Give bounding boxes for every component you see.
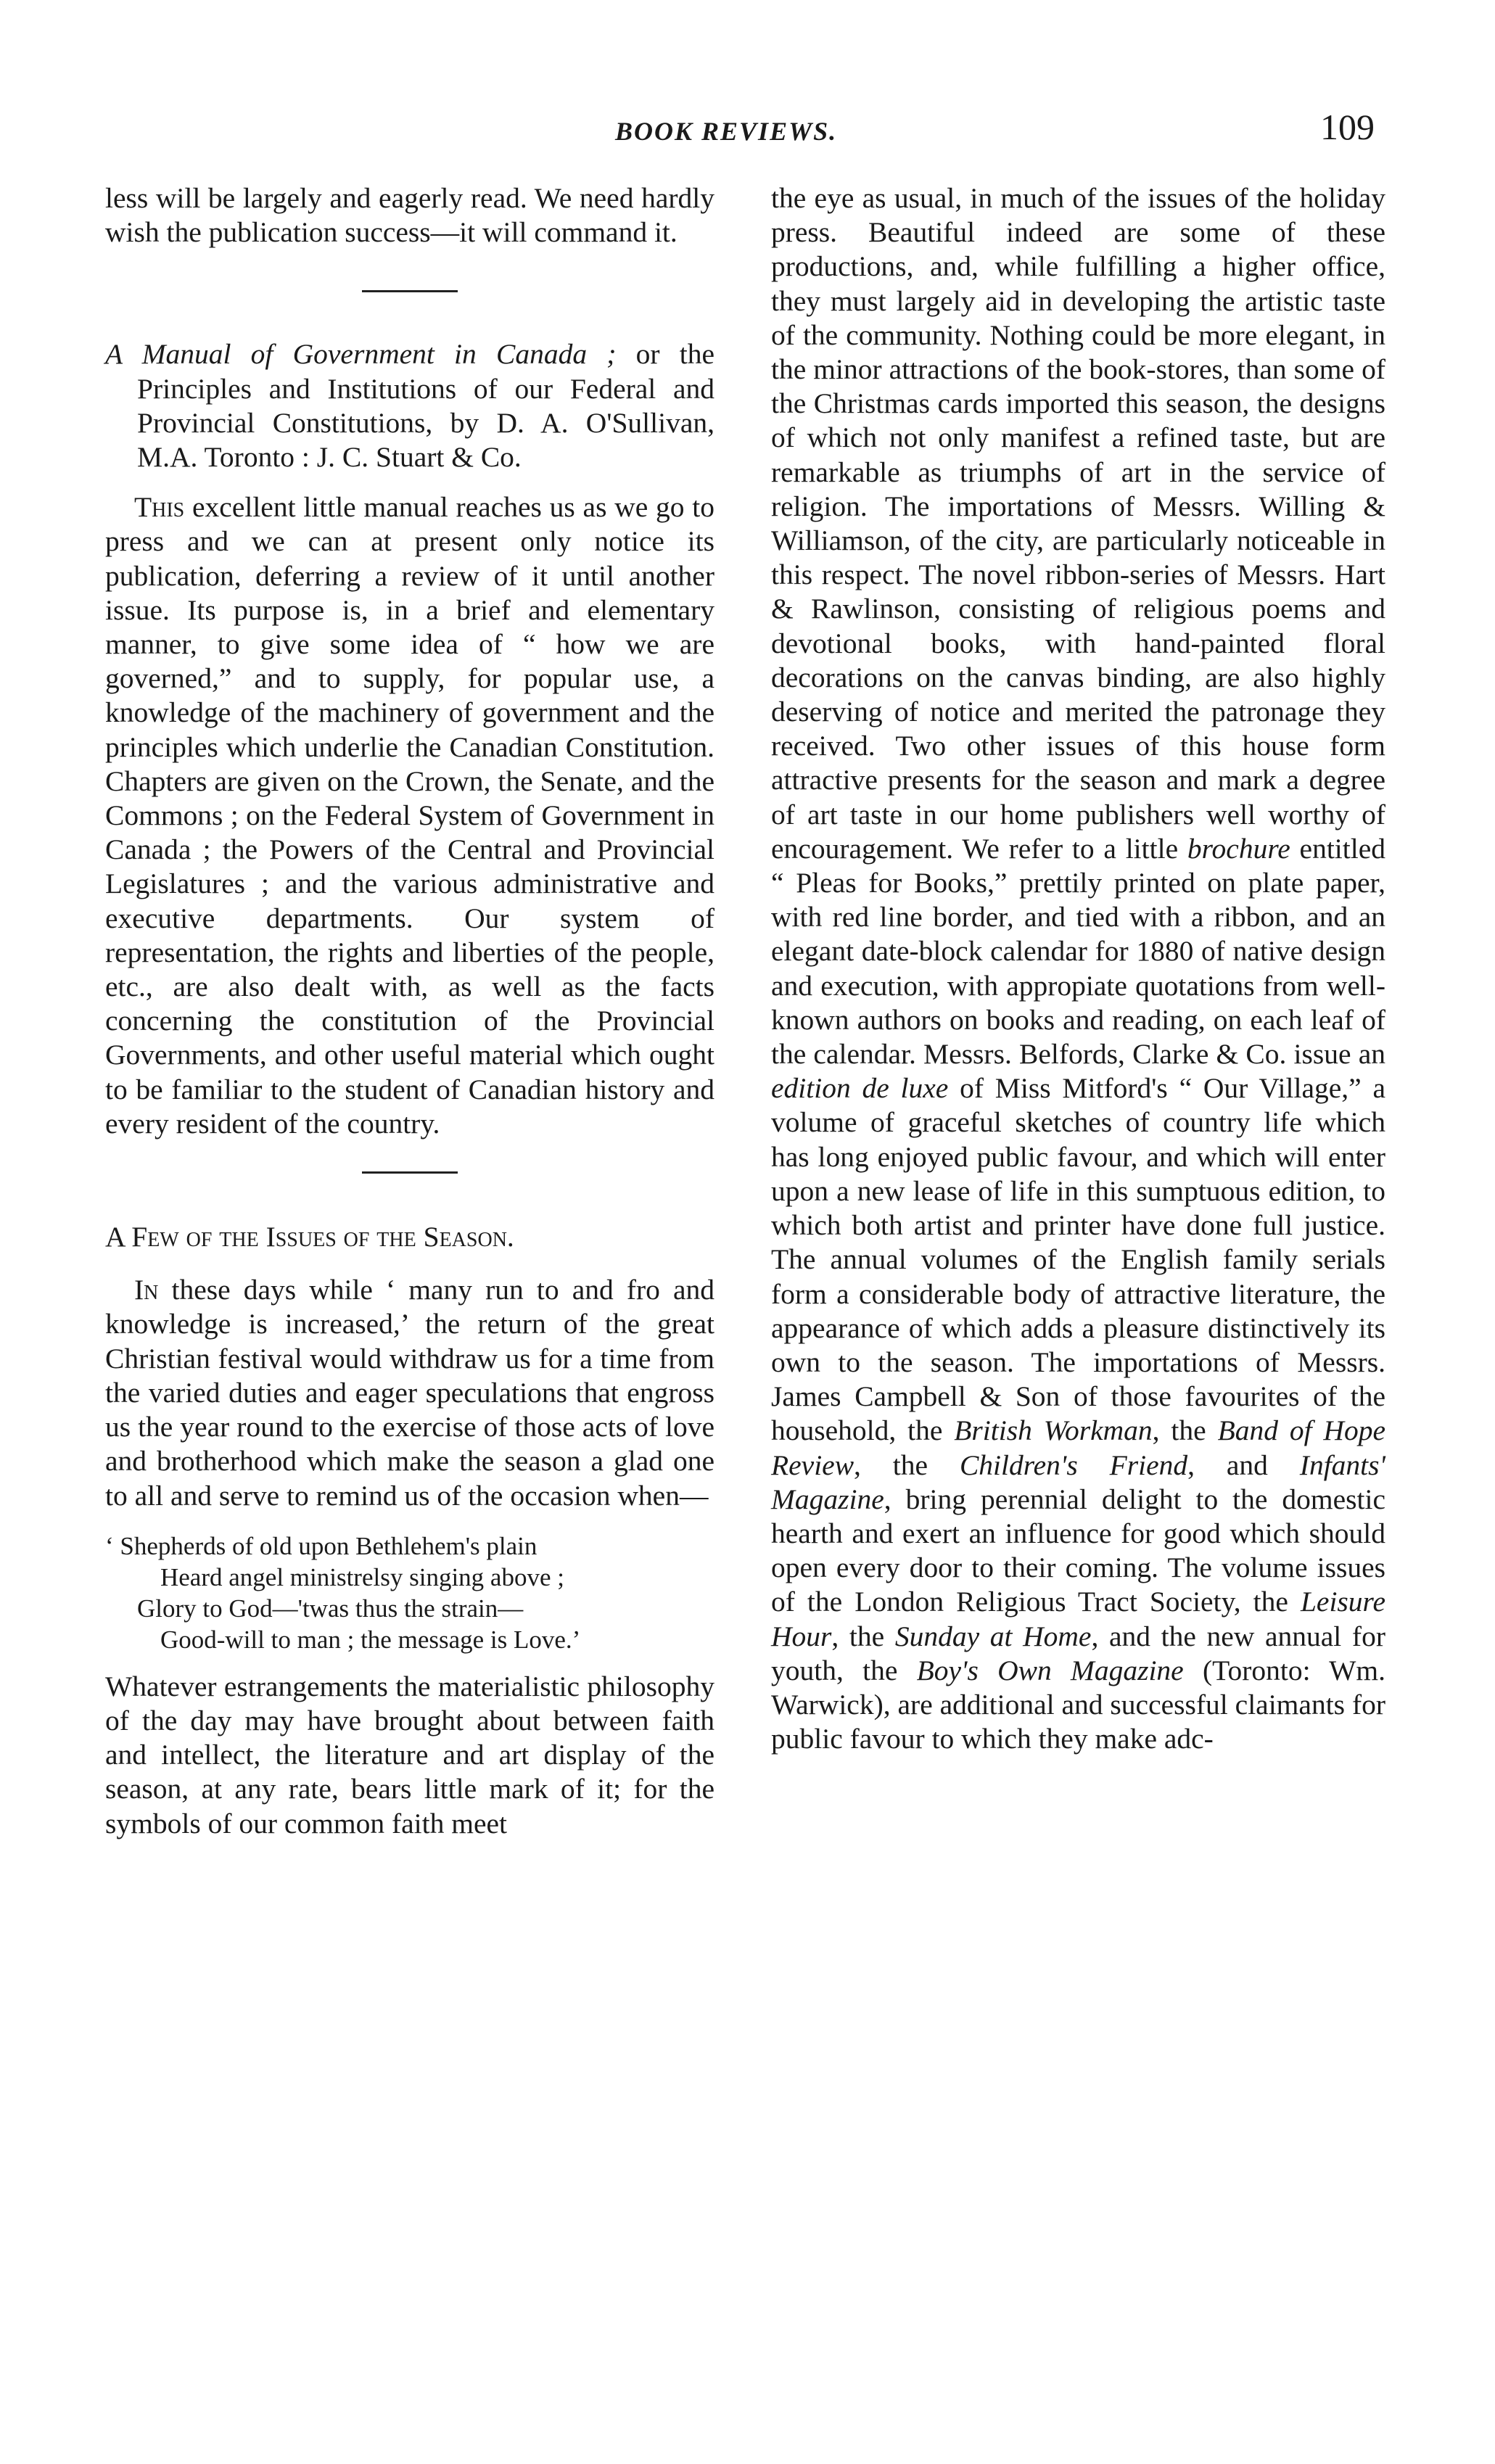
page-number: 109 bbox=[1320, 107, 1375, 147]
intro-text: these days while ‘ many run to and fro and knowledge is increased,’ the return of the great Christian festival would withdraw us for a time from the varied duties and eager speculations that engross us the year round to the exercise of those acts of love and brotherhood which make the season a glad one to all and serve to remind us of the occasion when— bbox=[105, 1274, 714, 1512]
review-paragraph-manual bbox=[105, 490, 714, 1141]
season-paragraph: Whatever estrangements the materialistic philosophy of the day may have brought about between faith and intellect, the literature and art display of the season, at any rate, bears little mark of it; for the symbols of our common faith meet bbox=[105, 1670, 714, 1839]
verse-quotation bbox=[105, 1530, 714, 1655]
continued-paragraph: less will be largely and eagerly read. We need hardly wish the publication success—it will command it. bbox=[105, 182, 714, 249]
book-details: or the Principles and Institutions of our Federal and Provincial Constitutions, by D. A. O'Sullivan, M.A. Toronto : J. C. Stuart & Co. bbox=[137, 338, 714, 474]
review-text: excellent little manual reaches us as we go to press and we can at present only notice its publication, deferring a review of it until another issue. Its purpose is, in a brief and elementary manner, to give some idea of “ how we are governed,” and to supply, for popular use, a knowledge of the machinery of government and the principles which underlie the Canadian Constitution. Chapters are given on the Crown, the Senate, and the Commons ; on the Federal System of Government in Canada ; the Powers of the Central and Provincial Legislatures ; and the various administrative and executive departments. Our system of representation, the rights and liberties of the people, etc., are also dealt with, as well as the facts concerning the constitution of the Provincial Governments, and other useful material which ought to be familiar to the student of Canadian history and every resident of the country. bbox=[105, 491, 714, 1140]
verse-line: Good-will to man ; the message is Love.’ bbox=[160, 1625, 581, 1654]
section-heading: A Few of the Issues of the Season. bbox=[105, 1221, 514, 1253]
section-divider bbox=[362, 290, 458, 292]
running-header bbox=[0, 107, 1495, 160]
left-column bbox=[105, 181, 714, 1841]
section-divider bbox=[362, 1171, 458, 1174]
lead-word: In bbox=[134, 1274, 159, 1306]
season-intro-paragraph bbox=[105, 1273, 714, 1512]
running-title: BOOK REVIEWS. bbox=[615, 117, 838, 146]
book-title: A Manual of Government in Canada ; bbox=[105, 338, 617, 371]
verse-line: Heard angel ministrelsy singing above ; bbox=[160, 1562, 564, 1591]
right-column bbox=[771, 181, 1385, 1756]
lead-word: This bbox=[134, 491, 185, 524]
verse-line: ‘ Shepherds of old upon Bethlehem's plain bbox=[105, 1531, 538, 1560]
verse-line: Glory to God—'twas thus the strain— bbox=[137, 1594, 524, 1623]
review-entry-manual bbox=[105, 337, 714, 474]
season-review-continued: the eye as usual, in much of the issues of the holiday press. Beautiful indeed are some of these productions, and, while fulfilling a higher office, they must largely aid in developing the artistic taste of the community. Nothing could be more elegant, in the minor attractions of the book-stores, than some of the Christmas cards imported this season, the designs of which not only manifest a refined taste, but are remarkable as triumphs of art in the service of religion. The importations of Messrs. Willing & Williamson, of the city, are particularly noticeable in this respect. The novel ribbon-series of Messrs. Hart & Rawlinson, consisting of religious poems and devotional books, with hand-painted floral decorations on the canvas binding, are also highly deserving of notice and merited the patronage they received. Two other issues of this house form attractive presents for the season and mark a degree of art taste in our home publishers well worthy of encouragement. We refer to a little brochure entitled “ Pleas for Books,” prettily printed on plate paper, with red line border, and tied with a ribbon, and an elegant date-block calendar for 1880 of native design and execution, with appropiate quotations from well-known authors on books and reading, on each leaf of the calendar. Messrs. Belfords, Clarke & Co. issue an edition de luxe of Miss Mitford's “ Our Village,” a volume of graceful sketches of country life which has long enjoyed public favour, and which will enter upon a new lease of life in this sumptuous edition, to which both artist and printer have done full justice. The annual volumes of the English family serials form a considerable body of attractive literature, the appearance of which adds a pleasure distinctively its own to the season. The importations of Messrs. James Campbell & Son of those favourites of the household, the British Workman, the Band of Hope Review, the Children's Friend, and Infants' Magazine, bring perennial delight to the domestic hearth and exert an influence for good which should open every door to their coming. The volume issues of the London Religious Tract Society, the Leisure Hour, the Sunday at Home, and the new annual for youth, the Boy's Own Magazine (Toronto: Wm. Warwick), are additional and successful claimants for public favour to which they make adc- bbox=[771, 182, 1385, 1755]
